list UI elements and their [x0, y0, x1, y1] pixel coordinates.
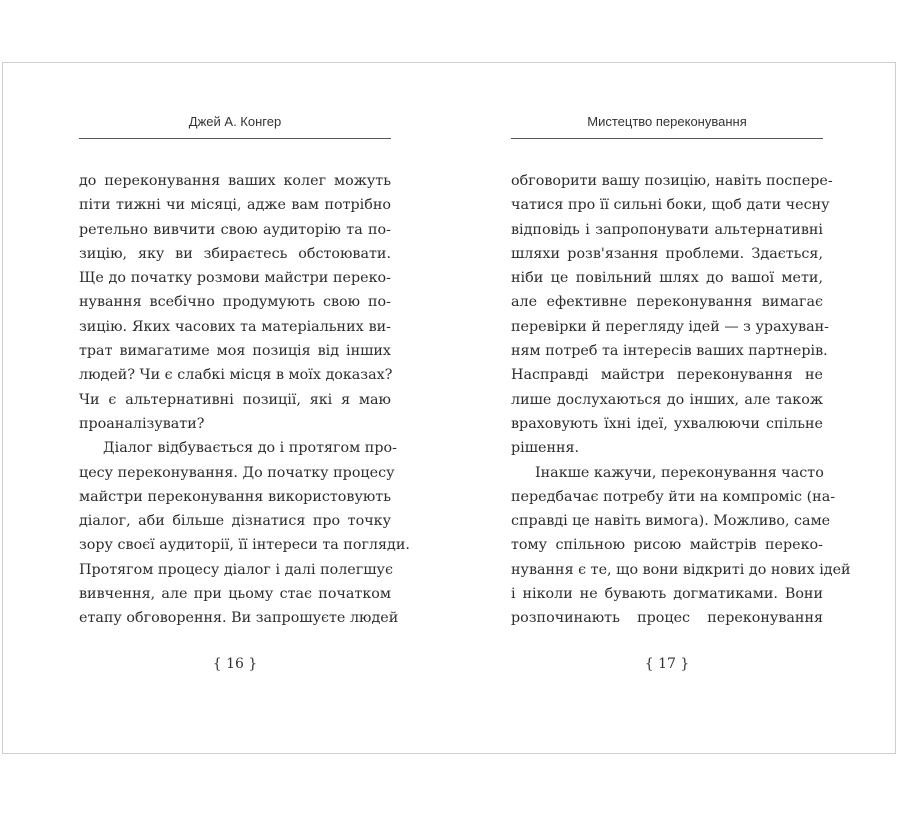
- running-head-title: Мистецтво переконування: [587, 114, 747, 129]
- text-line: розпочинають процес переконування: [511, 610, 823, 627]
- text-line: зицію. Яких часових та матеріальних ви-: [79, 318, 391, 335]
- text-line: тому спільною рисою майстрів переко-: [511, 537, 823, 554]
- text-line: проаналізувати?: [79, 415, 205, 432]
- text-line: етапу обговорення. Ви запрошуєте людей: [79, 610, 399, 627]
- text-line: зору своєї аудиторії, її інтереси та погляди.: [79, 537, 410, 554]
- text-line: піти тижні чи місяці, адже вам потрібно: [79, 197, 391, 214]
- text-line: до переконування ваших колег можуть: [79, 173, 391, 189]
- right-page-body: [511, 169, 851, 631]
- right-page: [511, 63, 851, 753]
- page-number: { 16 }: [212, 656, 258, 672]
- text-line: чатися про її сильні боки, щоб дати чесну: [511, 197, 830, 214]
- text-line: лише дослухаються до інших, але також: [511, 391, 823, 408]
- text-line: враховують їхні ідеї, ухвалюючи спільне: [511, 415, 823, 432]
- text-line: ніби це повільний шлях до вашої мети,: [511, 270, 823, 287]
- text-line: Чи є альтернативні позиції, які я маю: [79, 391, 391, 408]
- text-line: ням потреб та інтересів ваших партнерів.: [511, 343, 828, 360]
- text-line: Інакше кажучи, переконування часто: [535, 464, 824, 481]
- text-line: цесу переконування. До початку процесу: [79, 464, 395, 481]
- text-line: справді це навіть вимога). Можливо, саме: [511, 513, 831, 530]
- text-line: відповідь і запропонувати альтернативні: [511, 221, 823, 238]
- text-line: Ще до початку розмови майстри переко-: [79, 270, 391, 287]
- left-page-body: [79, 169, 410, 631]
- left-page: [79, 63, 410, 753]
- text-line: Протягом процесу діалог і далі полегшує: [79, 561, 393, 578]
- running-head-author: Джей А. Конгер: [188, 114, 282, 129]
- text-line: і ніколи не бувають догматиками. Вони: [511, 586, 823, 603]
- text-line: шляхи розв'язання проблеми. Здається,: [511, 245, 823, 262]
- text-line: перевірки й перегляду ідей — з урахуван-: [511, 318, 830, 335]
- text-line: вивчення, але при цьому стає початком: [79, 586, 391, 603]
- text-line: Діалог відбувається до і протягом про-: [103, 440, 397, 457]
- text-line: Насправді майстри переконування не: [511, 367, 823, 384]
- text-line: зицію, яку ви збираєтесь обстоювати.: [79, 245, 391, 262]
- text-line: обговорити вашу позицію, навіть посперe-: [511, 173, 833, 189]
- header-rule: [79, 138, 391, 139]
- book-spread: [2, 62, 896, 754]
- page-number: { 17 }: [644, 656, 690, 672]
- text-line: рішення.: [511, 440, 580, 457]
- text-line: передбачає потребу йти на компроміс (на-: [511, 488, 836, 505]
- text-line: нування є те, що вони відкриті до нових ідей: [511, 561, 851, 578]
- text-line: трат вимагатиме моя позиція від інших: [79, 343, 391, 360]
- text-line: нування всебічно продумують свою по-: [79, 294, 391, 311]
- text-line: але ефективне переконування вимагає: [511, 294, 823, 311]
- text-line: ретельно вивчити свою аудиторію та по-: [79, 221, 391, 238]
- header-rule: [511, 138, 823, 139]
- text-line: діалог, аби більше дізнатися про точку: [79, 513, 391, 530]
- text-line: майстри переконування використовують: [79, 488, 391, 505]
- text-line: людей? Чи є слабкі місця в моїх доказах?: [79, 367, 393, 384]
